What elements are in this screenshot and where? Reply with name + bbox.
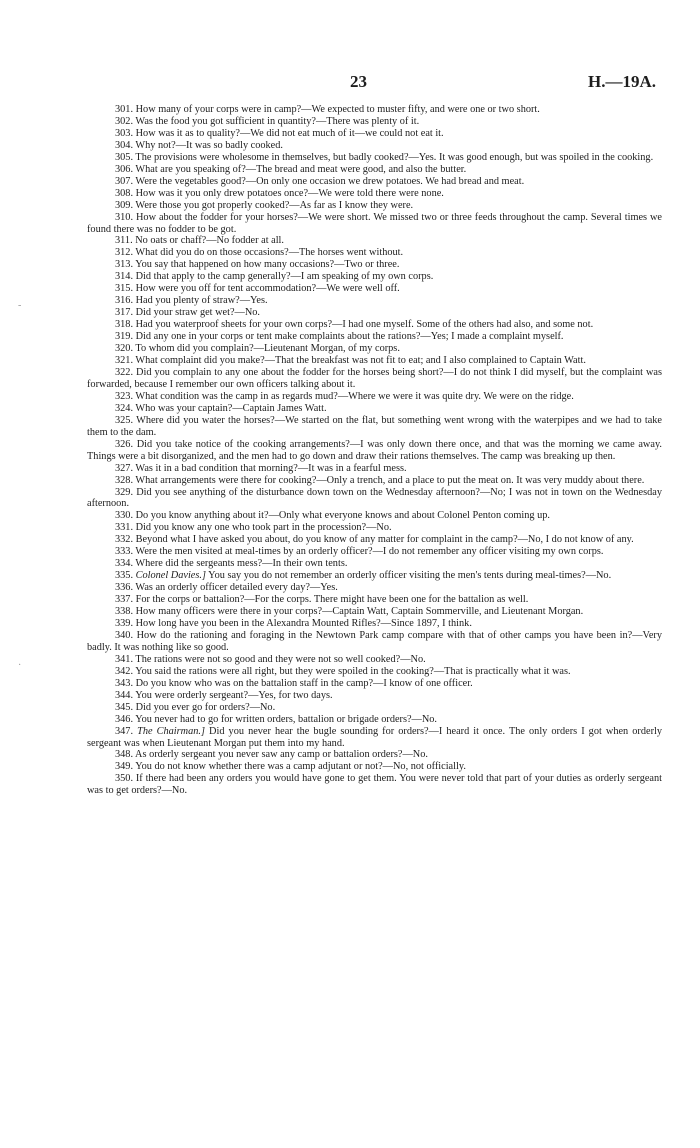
question-number: 306. — [115, 163, 134, 175]
question-number: 345. — [115, 701, 134, 713]
question-number: 342. — [115, 665, 134, 677]
question-number: 313. — [115, 259, 134, 271]
testimony-entry — [87, 678, 662, 690]
question-number: 340. — [115, 629, 134, 641]
testimony-entry — [87, 104, 662, 116]
question-answer-text: You were orderly sergeant?—Yes, for two days. — [135, 689, 333, 701]
question-answer-text: For the corps or battalion?—For the corps. There might have been one for the battalion as well. — [135, 594, 529, 606]
question-answer-text: Did you see anything of the disturbance down town on the Wednesday afternoon?—No; I was not in town on the Wednesday afternoon. — [87, 486, 662, 510]
testimony-entry — [87, 271, 662, 283]
testimony-entry — [87, 594, 662, 606]
question-answer-text: Beyond what I have asked you about, do you know of any matter for complaint in the camp?—No, I do not know of any. — [135, 534, 634, 546]
testimony-body — [87, 104, 662, 797]
question-answer-text: What arrangements were there for cooking?—Only a trench, and a place to put the meat on. It was very muddy about there. — [135, 474, 645, 486]
question-number: 348. — [115, 749, 134, 761]
testimony-entry — [87, 761, 662, 773]
page-header — [0, 72, 700, 94]
testimony-entry — [87, 558, 662, 570]
question-number: 331. — [115, 522, 134, 534]
question-answer-text: To whom did you complain?—Lieutenant Morgan, of my corps. — [135, 343, 400, 355]
question-answer-text: Do you know anything about it?—Only what everyone knows and about Colonel Penton coming up. — [135, 510, 550, 522]
question-answer-text: Where did you water the horses?—We started on the flat, but something went wrong with the waterpipes and we had to take them to the dam. — [87, 414, 663, 438]
testimony-entry — [87, 570, 662, 582]
question-answer-text: Did you complain to any one about the fodder for the horses being short?—I do not think I did myself, but the complaint was forwarded, because I remember our own officers talking about it. — [87, 366, 662, 390]
question-answer-text: Where did the sergeants mess?—In their own tents. — [135, 558, 348, 570]
question-number: 325. — [115, 414, 134, 426]
question-answer-text: How many officers were there in your corps?—Captain Watt, Captain Sommerville, and Lieutenant Morgan. — [135, 606, 584, 618]
question-answer-text: How long have you been in the Alexandra Mounted Rifles?—Since 1897, I think. — [135, 617, 472, 629]
question-answer-text: You say that happened on how many occasions?—Two or three. — [135, 259, 400, 271]
question-number: 315. — [115, 283, 134, 295]
testimony-entry — [87, 295, 662, 307]
question-number: 343. — [115, 677, 134, 689]
testimony-entry — [87, 116, 662, 128]
question-number: 329. — [115, 486, 134, 498]
question-number: 318. — [115, 319, 134, 331]
testimony-entry — [87, 702, 662, 714]
question-number: 312. — [115, 247, 134, 259]
question-number: 326. — [115, 438, 134, 450]
question-number: 346. — [115, 713, 134, 725]
question-number: 316. — [115, 295, 134, 307]
testimony-entry — [87, 606, 662, 618]
question-number: 341. — [115, 653, 134, 665]
question-number: 322. — [115, 366, 134, 378]
question-answer-text: How about the fodder for your horses?—We were short. We missed two or three feeds throughout the camp. Several times we found there was no fodder to be got. — [87, 211, 662, 235]
question-number: 304. — [115, 139, 134, 151]
question-number: 333. — [115, 546, 134, 558]
testimony-entry — [87, 726, 662, 750]
question-answer-text: How many of your corps were in camp?—We expected to muster fifty, and were one or two short. — [135, 104, 540, 115]
question-answer-text: If there had been any orders you would have gone to get them. You were never told that part of your duties as orderly sergeant was to get orders?—No. — [87, 773, 662, 797]
testimony-entry — [87, 212, 662, 236]
testimony-entry — [87, 403, 662, 415]
testimony-entry — [87, 534, 662, 546]
margin-mark: · — [18, 660, 22, 671]
question-answer-text: You never had to go for written orders, battalion or brigade orders?—No. — [135, 713, 438, 725]
question-answer-text: Did you take notice of the cooking arrangements?—I was only down there once, and that was the morning we came away. Things were a bit disorganized, and the men had to go down and draw their rations themselves. The camp was breaking up then. — [87, 438, 662, 462]
testimony-entry — [87, 200, 662, 212]
question-answer-text: Did you know any one who took part in the procession?—No. — [135, 522, 392, 534]
question-number: 327. — [115, 462, 134, 474]
question-number: 317. — [115, 307, 134, 319]
question-answer-text: Was an orderly officer detailed every day?—Yes. — [135, 582, 338, 594]
question-answer-text: Who was your captain?—Captain James Watt. — [135, 402, 327, 414]
testimony-entry — [87, 307, 662, 319]
question-answer-text: The rations were not so good and they were not so well cooked?—No. — [135, 653, 426, 665]
question-number: 349. — [115, 761, 134, 773]
question-answer-text: Had you plenty of straw?—Yes. — [135, 295, 268, 307]
testimony-entry — [87, 140, 662, 152]
testimony-entry — [87, 690, 662, 702]
testimony-entry — [87, 630, 662, 654]
question-answer-text: How do the rationing and foraging in the Newtown Park camp compare with that of other camps you have been in?—Very badly. It was nothing like so good. — [87, 629, 662, 653]
question-answer-text: As orderly sergeant you never saw any camp or battalion orders?—No. — [135, 749, 428, 761]
testimony-entry — [87, 546, 662, 558]
question-number: 323. — [115, 390, 134, 402]
question-number: 303. — [115, 127, 134, 139]
question-answer-text: How was it as to quality?—We did not eat much of it—we could not eat it. — [135, 127, 444, 139]
question-number: 334. — [115, 558, 134, 570]
testimony-entry — [87, 176, 662, 188]
question-answer-text: Did any one in your corps or tent make complaints about the rations?—Yes; I made a complaint myself. — [135, 331, 564, 343]
question-answer-text: Were the men visited at meal-times by an orderly officer?—I do not remember any officer visiting my own corps. — [135, 546, 604, 558]
document-reference: H.—19A. — [588, 72, 656, 91]
question-number: 330. — [115, 510, 134, 522]
testimony-entry — [87, 319, 662, 331]
margin-mark: - — [18, 300, 22, 311]
testimony-entry — [87, 463, 662, 475]
testimony-entry — [87, 331, 662, 343]
testimony-entry — [87, 439, 662, 463]
testimony-entry — [87, 749, 662, 761]
testimony-entry — [87, 714, 662, 726]
speaker-label: The Chairman.] — [137, 725, 205, 737]
question-answer-text: Did your straw get wet?—No. — [135, 307, 261, 319]
question-answer-text: The provisions were wholesome in themselves, but badly cooked?—Yes. It was good enough, but was spoiled in the cooking. — [135, 151, 654, 163]
question-answer-text: Was the food you got sufficient in quantity?—There was plenty of it. — [135, 115, 420, 127]
testimony-entry — [87, 415, 662, 439]
testimony-entry — [87, 259, 662, 271]
testimony-entry — [87, 188, 662, 200]
question-answer-text: You do not know whether there was a camp adjutant or not?—No, not officially. — [135, 761, 466, 773]
question-number: 305. — [115, 151, 134, 163]
question-answer-text: Were the vegetables good?—On only one occasion we drew potatoes. We had bread and meat. — [135, 175, 525, 187]
testimony-entry — [87, 618, 662, 630]
question-answer-text: Did you ever go for orders?—No. — [135, 701, 276, 713]
question-number: 311. — [115, 235, 133, 247]
question-answer-text: What did you do on those occasions?—The horses went without. — [135, 247, 404, 259]
question-number: 309. — [115, 199, 134, 211]
testimony-entry — [87, 475, 662, 487]
testimony-entry — [87, 235, 662, 247]
testimony-entry — [87, 391, 662, 403]
question-answer-text: What are you speaking of?—The bread and meat were good, and also the butter. — [135, 163, 467, 175]
question-answer-text: You said the rations were all right, but they were spoiled in the cooking?—That is practically what it was. — [135, 665, 571, 677]
question-answer-text: Do you know who was on the battalion staff in the camp?—I know of one officer. — [135, 677, 473, 689]
testimony-entry — [87, 283, 662, 295]
testimony-entry — [87, 355, 662, 367]
question-answer-text: You say you do not remember an orderly officer visiting the men's tents during meal-times?—No. — [208, 570, 612, 582]
testimony-entry — [87, 164, 662, 176]
testimony-entry — [87, 247, 662, 259]
page-number: 23 — [350, 72, 367, 91]
question-answer-text: What complaint did you make?—That the breakfast was not fit to eat; and I also complained to Captain Watt. — [135, 355, 586, 367]
speaker-label: Colonel Davies.] — [135, 570, 206, 582]
question-number: 328. — [115, 474, 134, 486]
testimony-entry — [87, 666, 662, 678]
question-answer-text: Did you never hear the bugle sounding for orders?—I heard it once. The only orders I got when orderly sergeant was when Lieutenant Morgan put them into my hand. — [87, 725, 663, 749]
question-number: 314. — [115, 271, 134, 283]
question-number: 307. — [115, 175, 134, 187]
testimony-entry — [87, 582, 662, 594]
question-number: 335. — [115, 570, 134, 582]
question-number: 301. — [115, 104, 134, 115]
question-number: 321. — [115, 355, 134, 367]
testimony-entry — [87, 522, 662, 534]
question-number: 338. — [115, 606, 134, 618]
testimony-entry — [87, 654, 662, 666]
question-number: 337. — [115, 594, 134, 606]
question-number: 339. — [115, 617, 134, 629]
testimony-entry — [87, 152, 662, 164]
testimony-entry — [87, 773, 662, 797]
question-number: 336. — [115, 582, 134, 594]
testimony-entry — [87, 510, 662, 522]
question-number: 302. — [115, 115, 134, 127]
question-answer-text: Did that apply to the camp generally?—I am speaking of my own corps. — [135, 271, 434, 283]
question-number: 319. — [115, 331, 134, 343]
question-number: 347. — [115, 725, 134, 737]
question-number: 310. — [115, 211, 134, 223]
question-number: 308. — [115, 187, 134, 199]
question-answer-text: Was it in a bad condition that morning?—It was in a fearful mess. — [135, 462, 407, 474]
testimony-entry — [87, 367, 662, 391]
question-answer-text: Were those you got properly cooked?—As far as I know they were. — [135, 199, 414, 211]
question-number: 350. — [115, 773, 134, 785]
question-number: 332. — [115, 534, 134, 546]
testimony-entry — [87, 343, 662, 355]
question-answer-text: How were you off for tent accommodation?—We were well off. — [135, 283, 400, 295]
question-number: 344. — [115, 689, 134, 701]
question-answer-text: Had you waterproof sheets for your own corps?—I had one myself. Some of the others had also, and some not. — [135, 319, 594, 331]
question-answer-text: What condition was the camp in as regards mud?—Where we were it was quite dry. We were on the ridge. — [135, 390, 574, 402]
question-answer-text: Why not?—It was so badly cooked. — [135, 139, 283, 151]
question-answer-text: How was it you only drew potatoes once?—We were told there were none. — [135, 187, 444, 199]
testimony-entry — [87, 487, 662, 511]
question-answer-text: No oats or chaff?—No fodder at all. — [135, 235, 284, 247]
question-number: 320. — [115, 343, 134, 355]
question-number: 324. — [115, 402, 134, 414]
testimony-entry — [87, 128, 662, 140]
